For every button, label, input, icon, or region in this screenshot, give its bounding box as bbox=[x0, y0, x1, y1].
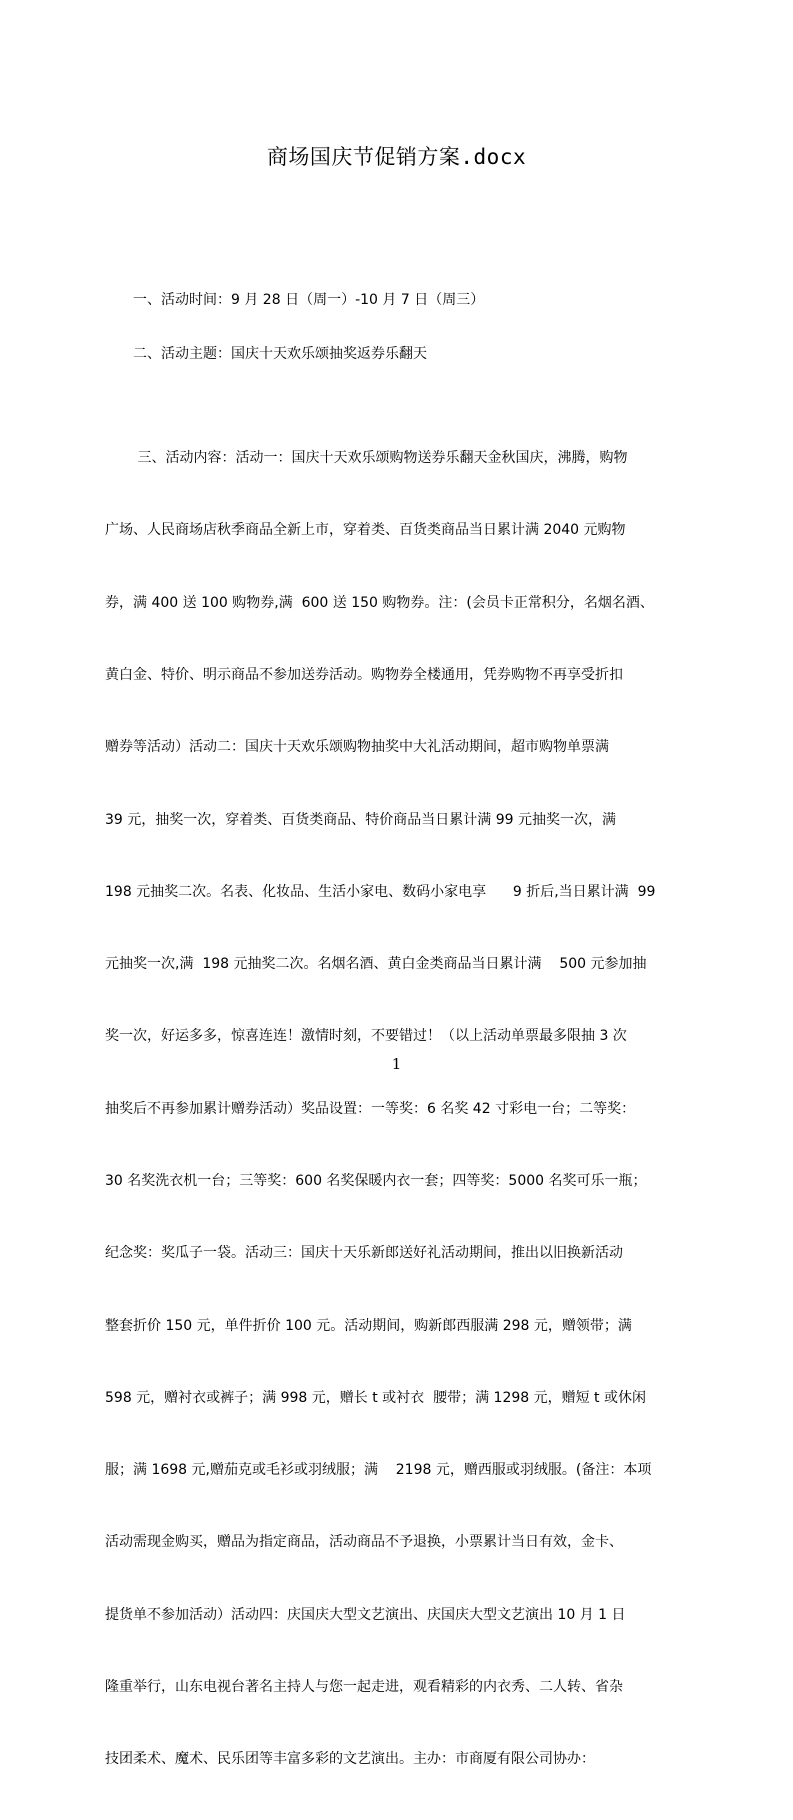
body-line: 抽奖后不再参加累计赠券活动）奖品设置：一等奖：6 名奖 42 寸彩电一台；二等奖： bbox=[105, 1100, 636, 1117]
body-line: 三、活动内容：活动一：国庆十天欢乐颂购物送券乐翻天金秋国庆，沸腾，购物 bbox=[133, 450, 628, 467]
body-line: 提货单不参加活动）活动四：庆国庆大型文艺演出、庆国庆大型文艺演出 10 月 1 日 bbox=[105, 1606, 626, 1623]
activity-theme-text: 二、活动主题：国庆十天欢乐颂抽奖返券乐翻天 bbox=[133, 346, 427, 362]
paragraph-activity-time bbox=[105, 290, 698, 310]
document-title: 商场国庆节促销方案.docx bbox=[266, 145, 527, 169]
body-line: 技团柔术、魔术、民乐团等丰富多彩的文艺演出。主办：市商厦有限公司协办： bbox=[105, 1751, 595, 1768]
body-line: 30 名奖洗衣机一台；三等奖：600 名奖保暖内衣一套；四等奖：5000 名奖可乐一瓶； bbox=[105, 1173, 647, 1189]
body-line: 元抽奖一次,满 198 元抽奖二次。名烟名酒、黄白金类商品当日累计满 500 元参加抽 bbox=[105, 956, 647, 973]
body-line: 广场、人民商场店秋季商品全新上市，穿着类、百货类商品当日累计满 2040 元购物 bbox=[105, 522, 626, 539]
page-number: 1 bbox=[391, 1055, 402, 1073]
body-line: 隆重举行，山东电视台著名主持人与您一起走进，观看精彩的内衣秀、二人转、省杂 bbox=[105, 1678, 623, 1695]
body-line: 黄白金、特价、明示商品不参加送券活动。购物券全楼通用，凭券购物不再享受折扣 bbox=[105, 667, 623, 684]
activity-content-body bbox=[105, 398, 698, 1820]
activity-time-text: 一、活动时间：9 月 28 日（周一）-10 月 7 日（周三） bbox=[133, 292, 485, 308]
body-line: 服；满 1698 元,赠茄克或毛衫或羽绒服；满 2198 元，赠西服或羽绒服。(备注：本项 bbox=[105, 1462, 652, 1479]
body-line: 39 元，抽奖一次，穿着类、百货类商品、特价商品当日累计满 99 元抽奖一次，满 bbox=[105, 811, 616, 828]
body-line: 198 元抽奖二次。名表、化妆品、生活小家电、数码小家电享 9 折后,当日累计满 99 bbox=[105, 883, 656, 900]
body-line: 纪念奖：奖瓜子一袋。活动三：国庆十天乐新郎送好礼活动期间，推出以旧换新活动 bbox=[105, 1245, 623, 1262]
body-line: 整套折价 150 元，单件折价 100 元。活动期间，购新郎西服满 298 元，赠领带；满 bbox=[105, 1317, 632, 1334]
body-line: 券，满 400 送 100 购物券,满 600 送 150 购物券。注：(会员卡正常积分，名烟名酒、 bbox=[105, 594, 654, 611]
body-line: 奖一次，好运多多，惊喜连连！激情时刻，不要错过！（以上活动单票最多限抽 3 次 bbox=[105, 1028, 627, 1045]
body-line: 活动需现金购买，赠品为指定商品，活动商品不予退换，小票累计当日有效，金卡、 bbox=[105, 1534, 623, 1551]
body-line: 598 元，赠衬衣或裤子；满 998 元，赠长 t 或衬衣 腰带；满 1298 元，赠短 t 或休闲 bbox=[105, 1389, 647, 1406]
paragraph-activity-theme bbox=[105, 344, 698, 364]
body-line: 赠券等活动）活动二：国庆十天欢乐颂购物抽奖中大礼活动期间，超市购物单票满 bbox=[105, 739, 609, 756]
